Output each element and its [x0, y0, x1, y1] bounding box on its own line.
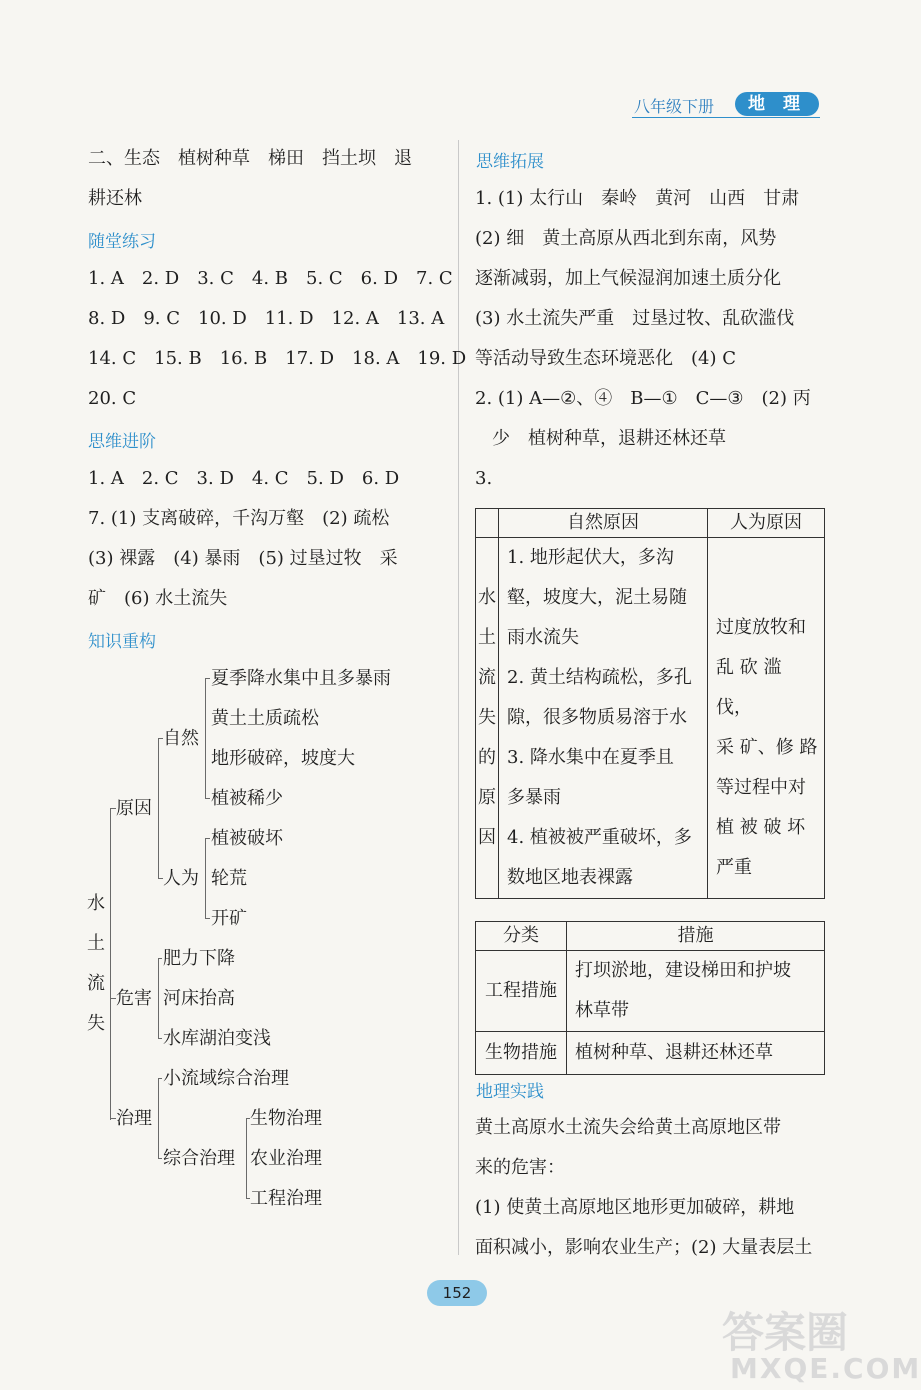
- tree-leaf: 肥力下降: [163, 948, 235, 969]
- tree-leaf: 植被破坏: [211, 828, 283, 849]
- tree-leaf: 轮荒: [211, 868, 247, 889]
- tree-root-char: 土: [87, 933, 105, 954]
- table-header: 措施: [567, 922, 825, 951]
- advance-line: (3) 裸露 (4) 暴雨 (5) 过垦过牧 采: [88, 548, 398, 569]
- section-title-geo-practice: 地理实践: [476, 1082, 544, 1102]
- grade-label: 八年级下册: [634, 97, 715, 116]
- tree-root-char: 流: [87, 973, 105, 994]
- intro-line-2: 耕还林: [88, 188, 142, 209]
- practice-line: 14. C 15. B 16. B 17. D 18. A 19. D: [88, 348, 467, 369]
- tree-leaf: 生物治理: [250, 1108, 322, 1129]
- tree-leaf: 农业治理: [250, 1148, 322, 1169]
- tree-node-harm: 危害: [116, 988, 152, 1009]
- table-header: 人为原因: [708, 509, 825, 538]
- measure-type: 工程措施: [476, 951, 567, 1032]
- advance-line: 矿 (6) 水土流失: [88, 588, 228, 609]
- practice-line: 8. D 9. C 10. D 11. D 12. A 13. A: [88, 308, 445, 329]
- tree-node-govern: 治理: [116, 1108, 152, 1129]
- measure-cell: 植树种草、退耕还林还草: [567, 1032, 825, 1075]
- page-number: 152: [427, 1280, 487, 1306]
- advance-line: 7. (1) 支离破碎，千沟万壑 (2) 疏松: [88, 508, 390, 529]
- measures-table: [475, 921, 825, 1075]
- tree-leaf: 水库湖泊变浅: [163, 1028, 271, 1049]
- subject-badge: 地 理: [735, 92, 819, 116]
- geo-practice-line: 面积减小，影响农业生产；(2) 大量表层土: [475, 1237, 813, 1258]
- expand-line: 3.: [475, 468, 493, 489]
- table-header: 自然原因: [499, 509, 708, 538]
- section-title-rebuild: 知识重构: [88, 632, 156, 652]
- natural-causes-cell: 1. 地形起伏大，多沟 壑，坡度大，泥土易随 雨水流失 2. 黄土结构疏松，多孔 隙，很多物质易溶于水 3. 降水集中在夏季且 多暴雨 4. 植被被严重破坏，多 数地区地表裸露: [499, 538, 708, 899]
- geo-practice-line: (1) 使黄土高原地区地形更加破碎，耕地: [475, 1197, 795, 1218]
- section-title-practice: 随堂练习: [88, 232, 156, 252]
- section-title-expand: 思维拓展: [476, 152, 544, 172]
- advance-line: 1. A 2. C 3. D 4. C 5. D 6. D: [88, 468, 400, 489]
- expand-line: 1. (1) 太行山 秦岭 黄河 山西 甘肃: [475, 188, 800, 209]
- expand-line: 等活动导致生态环境恶化 (4) C: [475, 348, 736, 369]
- tree-leaf: 工程治理: [250, 1188, 322, 1209]
- expand-line: (3) 水土流失严重 过垦过牧、乱砍滥伐: [475, 308, 795, 329]
- tree-node-comprehensive: 综合治理: [163, 1148, 235, 1169]
- header-underline: [632, 117, 820, 118]
- tree-leaf: 河床抬高: [163, 988, 235, 1009]
- expand-line: 逐渐减弱，加上气候湿润加速土质分化: [475, 268, 781, 289]
- tree-root-char: 失: [87, 1013, 105, 1034]
- watermark-url: MXQE.COM: [730, 1352, 921, 1385]
- tree-leaf: 黄土土质疏松: [211, 708, 319, 729]
- expand-line: 少 植树种草，退耕还林还草: [492, 428, 726, 449]
- watermark-logo: 答案圈: [722, 1308, 849, 1357]
- practice-line: 20. C: [88, 388, 137, 409]
- column-divider: [458, 140, 459, 1255]
- geo-practice-line: 黄土高原水土流失会给黄土高原地区带: [475, 1117, 781, 1138]
- tree-node-small-basin: 小流域综合治理: [163, 1068, 289, 1089]
- tree-leaf: 植被稀少: [211, 788, 283, 809]
- tree-leaf: 夏季降水集中且多暴雨: [211, 668, 391, 689]
- measure-cell: 打坝淤地，建设梯田和护坡 林草带: [567, 951, 825, 1032]
- intro-line-1: 二、生态 植树种草 梯田 挡土坝 退: [88, 148, 412, 169]
- table-header: 分类: [476, 922, 567, 951]
- practice-line: 1. A 2. D 3. C 4. B 5. C 6. D 7. C: [88, 268, 453, 289]
- section-title-advance: 思维进阶: [88, 432, 156, 452]
- row-label-vertical: 水 土 流 失 的 原 因: [476, 538, 499, 899]
- tree-leaf: 地形破碎，坡度大: [211, 748, 355, 769]
- causes-table: [475, 508, 825, 899]
- tree-root-char: 水: [87, 893, 105, 914]
- expand-line: 2. (1) A—②、④ B—① C—③ (2) 丙: [475, 388, 811, 409]
- tree-leaf: 开矿: [211, 908, 247, 929]
- tree-node-human: 人为: [163, 868, 199, 889]
- human-causes-cell: 过度放牧和 乱 砍 滥 伐， 采 矿、修 路 等过程中对 植 被 破 坏 严重: [708, 538, 825, 899]
- tree-node-natural: 自然: [163, 728, 199, 749]
- tree-node-cause: 原因: [116, 798, 152, 819]
- measure-type: 生物措施: [476, 1032, 567, 1075]
- geo-practice-line: 来的危害：: [475, 1157, 565, 1178]
- expand-line: (2) 细 黄土高原从西北到东南，风势: [475, 228, 777, 249]
